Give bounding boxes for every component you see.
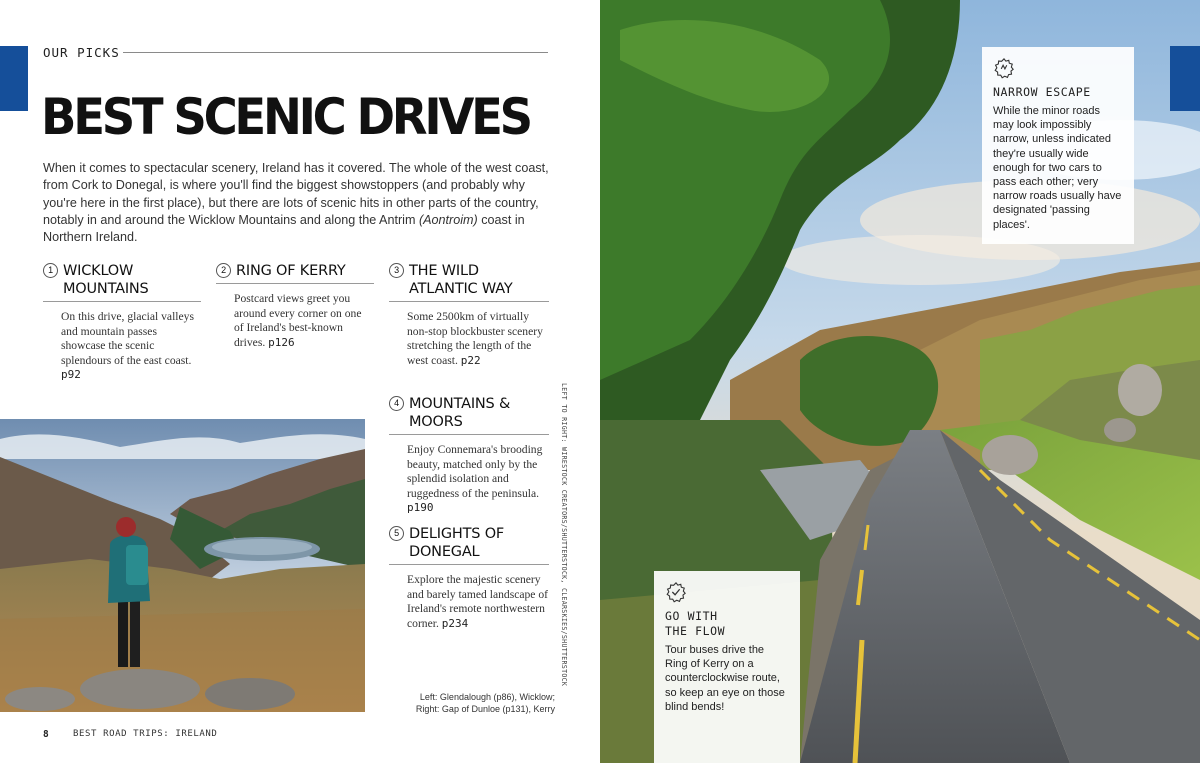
tip-title: GO WITH THE FLOW [665, 609, 726, 638]
pick-body [389, 302, 549, 368]
photo-illustration [0, 419, 365, 712]
page-ref: p190 [407, 501, 434, 514]
pick-heading [389, 395, 549, 435]
page-ref: p92 [61, 368, 81, 381]
pick-item [389, 262, 549, 368]
chapter-tab [1170, 46, 1200, 111]
page-ref: p234 [441, 616, 469, 630]
pick-title: DELIGHTS OF DONEGAL [409, 526, 505, 560]
pick-heading [389, 262, 549, 302]
pick-item [389, 395, 549, 516]
pick-number: 1 [43, 263, 58, 278]
pick-number: 3 [389, 263, 404, 278]
tip-box-go-with-the-flow [654, 571, 800, 763]
book-title: BEST ROAD TRIPS: IRELAND [73, 729, 218, 739]
right-page [600, 0, 1200, 763]
gear-badge-icon [993, 57, 1015, 79]
pick-item [389, 525, 549, 631]
pick-description: On this drive, glacial valleys and mountain passes showcase the scenic splendours of the east coast. [61, 310, 194, 367]
chapter-tab [0, 46, 28, 111]
check-badge-icon [665, 581, 687, 603]
page-ref: p126 [268, 335, 295, 349]
section-label: OUR PICKS [43, 45, 120, 60]
pick-body [389, 435, 549, 516]
glendalough-photo [0, 419, 365, 712]
intro-text: When it comes to spectacular scenery, Ireland has it covered. The whole of the west coast, from Cork to Donegal, is where you'll find the biggest showstoppers (and probably why you're here in the first place), but there are lots of scenic hits in other parts of the country, notably in and around the Wicklow Mountains and along the Antrim [43, 161, 549, 227]
pick-heading [43, 262, 201, 302]
pick-number: 4 [389, 396, 404, 411]
page-number: 8 [43, 729, 49, 740]
pick-item [216, 262, 374, 350]
pick-description: Explore the majestic scenery and barely tamed landscape of Ireland's remote northwestern corner. [407, 573, 548, 630]
pick-number: 2 [216, 263, 231, 278]
pick-title: WICKLOW MOUNTAINS [63, 263, 149, 297]
pick-title: THE WILD ATLANTIC WAY [409, 263, 513, 297]
photo-credit [560, 383, 570, 687]
intro-text-end: coast in Northern Ireland. [43, 212, 525, 245]
pick-title: MOUNTAINS & MOORS [409, 396, 511, 430]
pick-heading [216, 262, 374, 284]
page-ref: p22 [460, 353, 481, 367]
pick-number: 5 [389, 526, 404, 541]
pick-title: RING OF KERRY [236, 263, 346, 279]
pick-description: Some 2500km of virtually non-stop blockbuster scenery stretching the length of the west coast. [407, 310, 543, 367]
photo-caption: Left: Glendalough (p86), Wicklow; Right: Gap of Dunloe (p131), Kerry [415, 692, 555, 714]
intro-italic: (Aontroim) [418, 212, 478, 227]
pick-description: Postcard views greet you around every corner on one of Ireland's best-known drives. [234, 292, 362, 349]
pick-body [216, 284, 374, 350]
photo-credit-text: LEFT TO RIGHT: WIRESTOCK CREATORS/SHUTTERSTOCK, CLEARSKIES/SHUTTERSTOCK [560, 383, 568, 687]
tip-body: Tour buses drive the Ring of Kerry on a counterclockwise route, so keep an eye on those blind bends! [665, 644, 785, 713]
tip-body: While the minor roads may look impossibly narrow, unless indicated they're usually wide enough for two cars to pass each other; very narrow roads usually have designated 'passing places'. [993, 105, 1122, 231]
pick-body [389, 565, 549, 631]
pick-heading [389, 525, 549, 565]
pick-body [43, 302, 201, 383]
tip-title: NARROW ESCAPE [993, 85, 1091, 99]
section-rule [123, 52, 548, 53]
pick-item [43, 262, 201, 383]
pick-description: Enjoy Connemara's brooding beauty, matched only by the splendid isolation and ruggedness of the peninsula. [407, 443, 543, 500]
intro-paragraph [43, 160, 553, 246]
page-title: BEST SCENIC DRIVES [41, 88, 530, 146]
tip-box-narrow-escape [982, 47, 1134, 244]
